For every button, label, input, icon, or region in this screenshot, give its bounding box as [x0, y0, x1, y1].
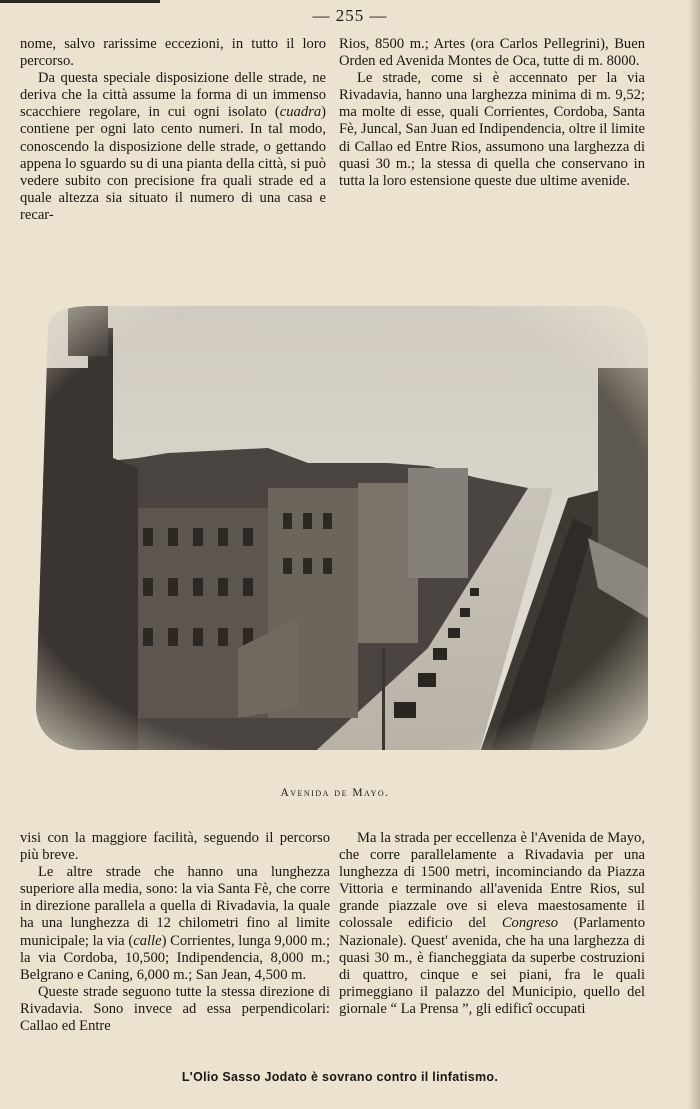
paragraph-text: ) Corrientes, lunga 9,000 m.; la via Cordoba, 10,500; Indipendencia, 8,000 m.; Belgrano e Caning, 6,000 m.; San Jean, 4,500 m. — [20, 932, 330, 983]
column-bottom-left — [20, 830, 330, 1035]
italic-term: cuadra — [279, 104, 322, 121]
column-bottom-right — [339, 830, 645, 1018]
paragraph-text: nome, salvo rarissime eccezioni, in tutto il loro percorso. — [20, 36, 326, 70]
paragraph-text: Da questa speciale disposizione delle strade, ne deriva che la città assume la forma di un immenso scacchiere regolare, in cui ogni isolato ( — [20, 70, 326, 121]
italic-term: calle — [133, 932, 162, 949]
paragraph-text: ) contiene per ogni lato cento numeri. In tal modo, conoscendo la disposizione delle strade, o gettando appena lo sguardo su di una pianta della città, si può vedere subito con precisione fra quali strade ed a quale altezza sia situato il numero di una casa e recar- — [20, 104, 326, 223]
paragraph — [339, 70, 645, 190]
page-number: — 255 — — [312, 6, 388, 25]
paragraph — [20, 830, 330, 864]
paragraph-text: Rios, 8500 m.; Artes (ora Carlos Pellegrini), Buen Orden ed Avenida Montes de Oca, tutte di m. 8000. — [339, 36, 645, 70]
page-edge-shadow — [688, 0, 700, 1109]
paragraph — [339, 830, 645, 1018]
paragraph — [339, 36, 645, 70]
paragraph-text: Le altre strade che hanno una lunghezza superiore alla media, sono: la via Santa Fè, che corre in direzione parallela a quella di Rivadavia, la quale ha una lunghezza di 12 chilometri fino al limite municipale; la via ( — [20, 864, 330, 949]
paragraph — [20, 864, 330, 984]
advertisement-footer: L'Olio Sasso Jodato è sovrano contro il linfatismo. — [181, 1070, 499, 1084]
paragraph-text: visi con la maggiore facilità, seguendo il percorso più breve. — [20, 830, 330, 864]
column-top-left — [20, 36, 326, 224]
paragraph-text: Ma la strada per eccellenza è l'Avenida de Mayo, che corre parallelamente a Rivadavia per una lunghezza di 1500 metri, incominciando da Piazza Vittoria e terminando all'avenida Entre Rios, sul grande piazzale ove si eleva maestosamente il colossale edificio del — [339, 830, 645, 932]
street-photograph — [8, 288, 652, 758]
paragraph — [20, 984, 330, 1035]
paragraph-text: (Parlamento Nazionale). Quest' avenida, che ha una larghezza di quasi 30 m., è fiancheggiata da superbe costruzioni di quattro, cinque e sei piani, fra le quali primeggiano il palazzo del Municipio, quello del giornale “ La Prensa ”, gli edificî occupati — [339, 915, 645, 1017]
page-top-rule — [0, 0, 160, 3]
paragraph — [20, 36, 326, 70]
paragraph — [20, 70, 326, 224]
figure-caption: Avenida de Mayo. — [280, 787, 390, 799]
italic-term: Congreso — [501, 915, 559, 932]
paragraph-text: Le strade, come si è accennato per la via Rivadavia, hanno una larghezza minima di m. 9,52; ma molte di esse, quali Corrientes, Cordoba, Santa Fè, Juncal, San Juan ed Indipendencia, oltre il limite di Callao ed Entre Rios, assumono una larghezza di quasi 30 m.; la stessa di quella che conservano in tutta la loro estensione queste due ultime avenide. — [339, 70, 645, 189]
paragraph-text: Queste strade seguono tutte la stessa direzione di Rivadavia. Sono invece ad essa perpendicolari: Callao ed Entre — [20, 983, 330, 1035]
column-top-right — [339, 36, 645, 190]
